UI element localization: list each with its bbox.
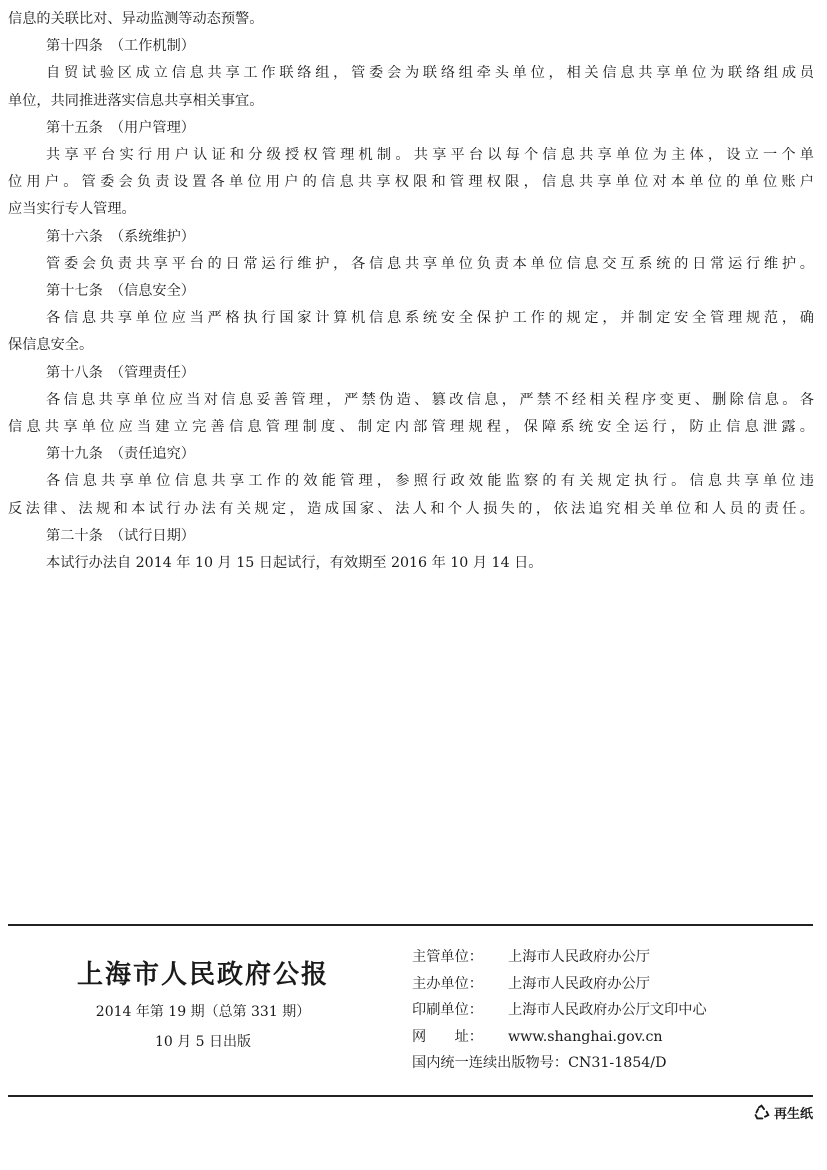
text-line: 各信息共享单位信息共享工作的效能管理，参照行政效能监察的有关规定执行。信息共享单位违 xyxy=(46,473,814,490)
info-label: 印刷单位： xyxy=(412,1002,483,1018)
recycled-paper-label: 再生纸 xyxy=(773,1107,813,1122)
info-row xyxy=(412,1050,707,1077)
website-link[interactable]: www.shanghai.gov.cn xyxy=(508,1028,663,1045)
article-heading: 第十六条 （系统维护） xyxy=(46,228,195,245)
issue-number: 2014 年第 19 期（总第 331 期） xyxy=(95,1004,311,1020)
gazette-title: 上海市人民政府公报 xyxy=(76,960,329,990)
text-line: 信息的关联比对、异动监测等动态预警。 xyxy=(8,11,264,27)
publication-date: 10 月 5 日出版 xyxy=(154,1034,252,1050)
text-line: 保信息安全。 xyxy=(8,337,94,354)
article-heading: 第十四条 （工作机制） xyxy=(46,38,195,55)
text-line: 各信息共享单位应当严格执行国家计算机信息系统安全保护工作的规定，并制定安全管理规范，确 xyxy=(46,310,814,327)
text-line: 单位，共同推进落实信息共享相关事宜。 xyxy=(8,92,264,109)
text-line: 自贸试验区成立信息共享工作联络组，管委会为联络组牵头单位，相关信息共享单位为联络组成员 xyxy=(46,65,814,82)
document-body xyxy=(8,6,814,577)
recycled-paper-mark xyxy=(753,1103,813,1122)
text-line: 管委会负责共享平台的日常运行维护，各信息共享单位负责本单位信息交互系统的日常运行维护。 xyxy=(46,255,814,272)
info-label: 主办单位： xyxy=(412,975,483,992)
text-line: 各信息共享单位应当对信息妥善管理，严禁伪造、篡改信息，严禁不经相关程序变更、删除信息。各 xyxy=(46,391,814,408)
info-value: 上海市人民政府办公厅文印中心 xyxy=(508,1002,707,1018)
text-line: 应当实行专人管理。 xyxy=(8,201,136,218)
info-row xyxy=(412,1024,707,1051)
recycle-icon xyxy=(753,1104,770,1121)
info-row xyxy=(412,971,707,998)
info-value: 上海市人民政府办公厅 xyxy=(508,975,650,992)
article-heading: 第十九条 （责任追究） xyxy=(46,446,195,463)
article-heading: 第十七条 （信息安全） xyxy=(46,283,195,300)
text-line: 信息共享单位应当建立完善信息管理制度、制定内部管理规程，保障系统安全运行，防止信息泄露。 xyxy=(8,419,814,436)
info-row xyxy=(412,944,707,971)
text-line: 位用户。管委会负责设置各单位用户的信息共享权限和管理权限，信息共享单位对本单位的单位账户 xyxy=(8,174,814,191)
info-value: CN31-1854/D xyxy=(568,1055,667,1071)
footer-bottom-rule xyxy=(8,1095,813,1097)
info-row xyxy=(412,997,707,1024)
article-heading: 第十五条 （用户管理） xyxy=(46,119,195,136)
publication-info xyxy=(412,944,707,1077)
info-label: 主管单位： xyxy=(412,949,483,965)
info-label: 国内统一连续出版物号： xyxy=(412,1055,569,1071)
text-line: 反法律、法规和本试行办法有关规定，造成国家、法人和个人损失的，依法追究相关单位和人员的责任。 xyxy=(8,500,814,517)
article-heading: 第十八条 （管理责任） xyxy=(46,364,195,381)
gazette-masthead xyxy=(8,924,398,1095)
text-line: 共享平台实行用户认证和分级授权管理机制。共享平台以每个信息共享单位为主体，设立一个单 xyxy=(46,147,814,164)
article-heading: 第二十条 （试行日期） xyxy=(46,527,195,544)
info-label: 网 址： xyxy=(412,1028,483,1045)
text-line: 本试行办法自 2014 年 10 月 15 日起试行，有效期至 2016 年 10 月 14 日。 xyxy=(46,555,543,572)
info-value: 上海市人民政府办公厅 xyxy=(508,949,650,965)
